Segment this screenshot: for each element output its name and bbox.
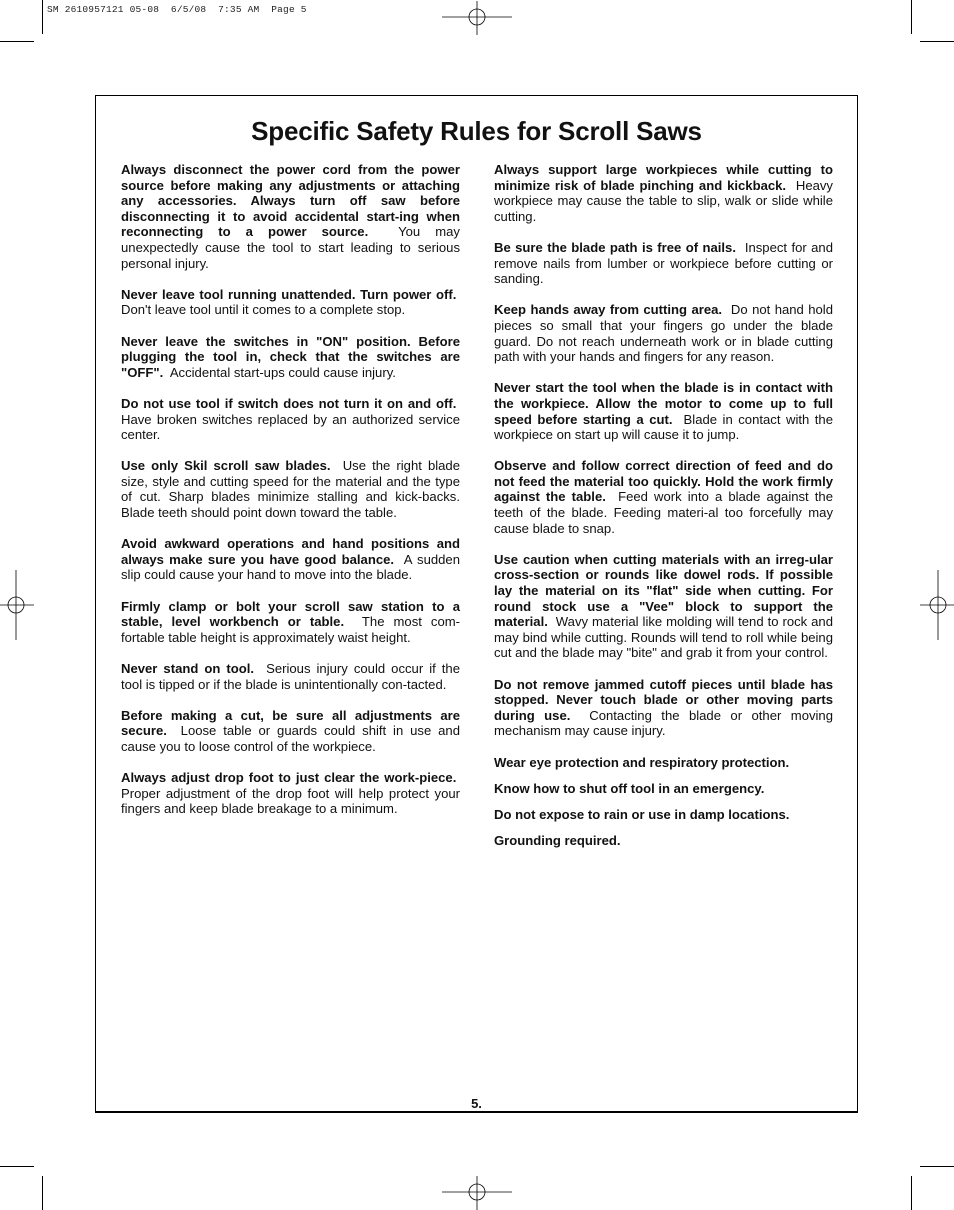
safety-rule <box>121 162 460 271</box>
rule-text: Heavy workpiece may cause the table to slip, walk or slide while cutting. <box>494 177 833 224</box>
safety-rule <box>121 396 460 443</box>
safety-rule <box>494 162 833 224</box>
rule-heading: Use caution when cutting materials with an irreg-ular cross-section or rounds like dowel rods. If possible lay the material on its "flat" side when cutting. For round stock use a "Vee" block to support the material. <box>494 551 833 630</box>
rule-heading: Keep hands away from cutting area. <box>494 302 723 318</box>
left-column <box>121 162 460 833</box>
crop-mark-bottom-right-h <box>920 1166 954 1167</box>
rule-heading: Do not expose to rain or use in damp locations. <box>494 806 790 822</box>
rule-text: Do not hand hold pieces so small that your fingers go under the blade guard. Do not reach underneath work or in blade cutting path with your hands and fingers for any reason. <box>494 302 834 365</box>
rule-heading: Never stand on tool. <box>121 661 255 676</box>
rule-heading: Know how to shut off tool in an emergency. <box>494 780 765 796</box>
safety-rule <box>494 380 833 442</box>
crop-mark-top-left-v <box>42 0 43 34</box>
rule-text: Wavy material like molding will tend to rock and may bind while cutting. Rounds will tend to roll while being cut and the blade may "bite" and grab it from your control. <box>494 614 834 661</box>
rule-heading: Always disconnect the power cord from the power source before making any adjustments or attaching any accessories. Always turn off saw before disconnecting it to avoid accidental start-ing when reconnecting to a power source. <box>121 162 460 240</box>
rule-text: Proper adjustment of the drop foot will help protect your fingers and keep blade breakage to a minimum. <box>121 785 460 817</box>
crop-mark-top-left-h <box>0 41 34 42</box>
safety-rule <box>494 677 833 739</box>
safety-rule <box>494 833 833 849</box>
crop-mark-bottom-right-v <box>911 1176 912 1210</box>
rule-heading: Observe and follow correct direction of feed and do not feed the material too quickly. Hold the work firmly against the table. <box>494 458 833 505</box>
rule-heading: Avoid awkward operations and hand positions and always make sure you have good balance. <box>121 536 460 567</box>
rule-text: Blade in contact with the workpiece on start up will cause it to jump. <box>494 411 833 443</box>
rule-text: You may unexpectedly cause the tool to start leading to serious personal injury. <box>121 224 460 271</box>
right-column <box>494 162 833 859</box>
rule-heading: Be sure the blade path is free of nails. <box>494 239 736 255</box>
rule-heading: Do not remove jammed cutoff pieces until blade has stopped. Never touch blade or other moving parts during use. <box>494 676 833 723</box>
rule-text: The most com-fortable table height is approximately waist height. <box>121 614 460 645</box>
safety-rule <box>494 458 833 536</box>
safety-rule <box>494 240 833 287</box>
rule-text: Contacting the blade or other moving mechanism may cause injury. <box>494 707 833 739</box>
rule-text: Don't leave tool until it comes to a complete stop. <box>121 302 406 318</box>
safety-rule <box>494 552 833 661</box>
crop-mark-bottom-left-v <box>42 1176 43 1210</box>
rule-heading: Never leave tool running unattended. Turn power off. <box>121 286 457 302</box>
rule-text: Use the right blade size, style and cutting speed for the material and the type of cut. Sharp blades minimize stalling and kick-backs. Blade teeth should point down toward the table. <box>121 458 461 521</box>
safety-rule <box>121 536 460 583</box>
rule-heading: Never start the tool when the blade is in contact with the workpiece. Allow the motor to come up to full speed before starting a cut. <box>494 380 833 427</box>
page-title: Specific Safety Rules for Scroll Saws <box>251 116 702 146</box>
registration-mark-top-icon <box>442 1 512 35</box>
rule-text: A sudden slip could cause your hand to move into the blade. <box>121 551 460 583</box>
safety-rule <box>121 287 460 318</box>
rule-text: Inspect for and remove nails from lumber or workpiece before cutting or sanding. <box>494 239 834 287</box>
rule-text: Feed work into a blade against the teeth of the blade. Feeding materi-al too forcefully may cause blade to snap. <box>494 489 833 536</box>
rule-heading: Never leave the switches in "ON" position. Before plugging the tool in, check that the switches are "OFF". <box>121 333 460 380</box>
safety-rule <box>121 708 460 755</box>
safety-rule <box>121 334 460 381</box>
registration-mark-left-icon <box>0 570 34 640</box>
registration-mark-right-icon <box>920 570 954 640</box>
safety-rule <box>121 770 460 817</box>
rule-heading: Wear eye protection and respiratory protection. <box>494 754 790 770</box>
crop-mark-bottom-left-h <box>0 1166 34 1167</box>
safety-rule <box>494 302 833 364</box>
safety-rule <box>494 755 833 771</box>
print-slug-line: SM 2610957121 05-08 6/5/08 7:35 AM Page 5 <box>47 4 307 15</box>
rule-heading: Before making a cut, be sure all adjustments are secure. <box>121 707 460 739</box>
safety-rule <box>121 661 460 692</box>
rule-heading: Firmly clamp or bolt your scroll saw station to a stable, level workbench or table. <box>121 598 460 630</box>
safety-rule <box>121 458 460 520</box>
safety-rule <box>494 807 833 823</box>
rule-text: Serious injury could occur if the tool is tipped or if the blade is unintentionally con-tacted. <box>121 661 460 692</box>
safety-rule <box>121 599 460 646</box>
safety-rule <box>494 781 833 797</box>
rule-text: Have broken switches replaced by an authorized service center. <box>121 411 460 443</box>
rule-heading: Do not use tool if switch does not turn it on and off. <box>121 395 457 411</box>
rule-heading: Use only Skil scroll saw blades. <box>121 458 331 474</box>
crop-mark-top-right-h <box>920 41 954 42</box>
rule-heading: Always support large workpieces while cutting to minimize risk of blade pinching and kickback. <box>494 162 833 193</box>
rule-text: Loose table or guards could shift in use and cause you to loose control of the workpiece. <box>121 723 460 754</box>
crop-mark-top-right-v <box>911 0 912 34</box>
rule-heading: Grounding required. <box>494 832 621 848</box>
registration-mark-bottom-icon <box>442 1176 512 1210</box>
rule-heading: Always adjust drop foot to just clear the work-piece. <box>121 770 457 786</box>
page-number: 5. <box>471 1096 482 1111</box>
rule-text: Accidental start-ups could cause injury. <box>169 364 396 380</box>
